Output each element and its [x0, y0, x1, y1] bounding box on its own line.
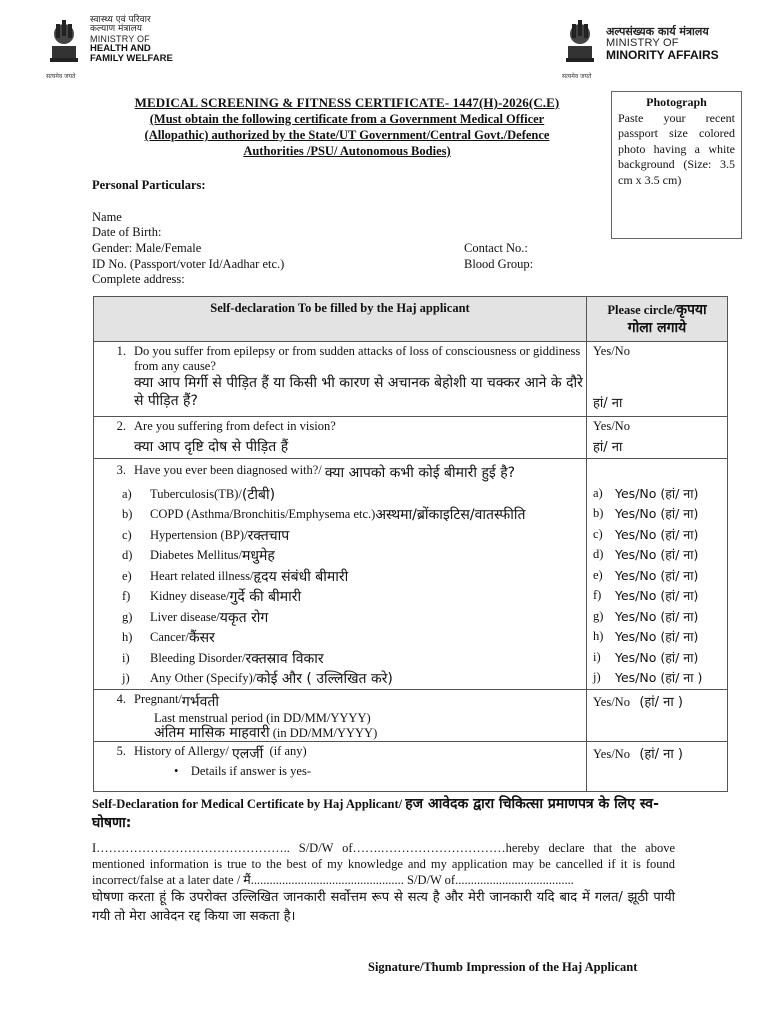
- item-label: Heart related illness/: [150, 568, 254, 583]
- table-row: [94, 417, 728, 459]
- ministry-line3: FAMILY WELFARE: [90, 53, 173, 65]
- item-label: Diabetes Mellitus/: [150, 548, 242, 563]
- item-answer[interactable]: [593, 504, 727, 525]
- declaration-hindi: घोषणा करता हूं कि उपरोक्त उल्लिखित जानकारी सर्वोत्तम रूप से सत्य है और मेरी जानकारी यदि बाद में गलत/ झूठी पायी गयी तो मेरा आवेदन रद्द किया जा सकता है।: [92, 890, 675, 924]
- question-text-hindi: क्या आपको कभी कोई बीमारी हुई है?: [324, 465, 516, 481]
- answer-en[interactable]: Yes/No: [593, 419, 630, 433]
- table-header-row: [94, 297, 728, 342]
- table-header-left: Self-declaration To be filled by the Haj applicant: [94, 297, 587, 342]
- answer-en[interactable]: Yes/No: [593, 747, 630, 761]
- item-answer[interactable]: [593, 668, 727, 689]
- id-field[interactable]: ID No. (Passport/voter Id/Aadhar etc.): [92, 257, 285, 271]
- item-label: COPD (Asthma/Bronchitis/Emphysema etc.): [150, 507, 376, 522]
- blood-group-field[interactable]: Blood Group:: [464, 257, 534, 271]
- item-answer-options[interactable]: Yes/No (हां/ ना): [615, 526, 699, 542]
- disease-list: [102, 484, 586, 689]
- question-text: Pregnant/: [134, 692, 182, 706]
- table-row: [94, 459, 728, 690]
- question-2: [94, 417, 587, 459]
- question-text-hindi: गर्भवती: [181, 694, 220, 710]
- allergy-details-label: Details if answer is yes-: [190, 764, 311, 778]
- emblem-motto: सत्यमेव जयते: [562, 73, 592, 80]
- question-text: Have you ever been diagnosed with?/: [134, 463, 322, 477]
- item-label-hindi: कोई और ( उल्लिखित करे): [256, 671, 393, 688]
- ministry-health-header: [44, 16, 173, 72]
- header-circle-en: Please circle/: [607, 303, 677, 317]
- question-text: Are you suffering from defect in vision?: [134, 419, 336, 433]
- item-answer-letter: g): [593, 608, 604, 623]
- dob-field[interactable]: Date of Birth:: [92, 225, 162, 239]
- list-item: [102, 648, 586, 669]
- photo-box[interactable]: [611, 91, 742, 239]
- list-item: [102, 628, 586, 649]
- item-label: Tuberculosis(TB)/: [150, 486, 242, 501]
- item-label: Hypertension (BP)/: [150, 527, 248, 542]
- lmp-label[interactable]: Last menstrual period (in DD/MM/YYYY): [154, 711, 371, 725]
- item-answer-options[interactable]: Yes/No (हां/ ना): [615, 485, 699, 501]
- question-text-hindi: क्या आप दृष्टि दोष से पीड़ित हैं: [134, 439, 289, 455]
- answer-hi[interactable]: हां/ ना: [593, 396, 623, 411]
- item-answer[interactable]: [593, 524, 727, 545]
- list-item: [102, 587, 586, 608]
- lmp-label-hindi: अंतिम मासिक माहवारी: [154, 725, 270, 741]
- item-letter: i): [122, 650, 130, 665]
- item-answer-letter: d): [593, 547, 604, 562]
- item-answer-options[interactable]: Yes/No (हां/ ना): [615, 649, 699, 665]
- answer-1[interactable]: [587, 342, 728, 417]
- list-item: [102, 505, 586, 526]
- ministry-minority-header: [560, 16, 719, 72]
- item-answer-options[interactable]: Yes/No (हां/ ना): [615, 506, 699, 522]
- question-suffix: (if any): [269, 744, 307, 758]
- question-text-hindi: एलर्जी: [232, 746, 264, 762]
- table-row: [94, 742, 728, 792]
- item-label-hindi: (टीबी): [241, 486, 276, 503]
- header-circle-hi1: कृपया: [676, 302, 707, 318]
- ministry-line1: MINISTRY OF: [90, 33, 150, 44]
- item-label-hindi: यकृत रोग: [219, 609, 269, 626]
- table-header-right: [587, 297, 728, 342]
- item-answer[interactable]: [593, 586, 727, 607]
- item-letter: h): [122, 630, 133, 645]
- item-answer-letter: f): [593, 588, 602, 603]
- ministry-line2: MINORITY AFFAIRS: [606, 48, 719, 63]
- question-number: 2.: [116, 419, 126, 433]
- answer-hi[interactable]: हां/ ना: [593, 440, 623, 455]
- item-answer-letter: j): [593, 670, 601, 685]
- list-item: [102, 484, 586, 505]
- self-heading-hi: हज आवेदक द्वारा चिकित्सा प्रमाणपत्र के लिए स्व-घोषणा:: [92, 796, 659, 831]
- answer-en[interactable]: Yes/No: [593, 695, 630, 709]
- item-answer-letter: i): [593, 649, 601, 664]
- national-emblem-icon: [44, 16, 84, 72]
- personal-particulars-heading: [92, 178, 206, 193]
- item-answer[interactable]: [593, 647, 727, 668]
- question-number: 4.: [116, 692, 126, 706]
- emblem-motto: सत्यमेव जयते: [46, 73, 76, 80]
- ministry-line1: MINISTRY OF: [606, 36, 679, 49]
- item-label-hindi: रक्तस्राव विकार: [245, 650, 324, 667]
- item-label: Kidney disease/: [150, 589, 230, 604]
- bullet-icon: •: [174, 764, 179, 778]
- item-label: Liver disease/: [150, 609, 220, 624]
- list-item: [102, 607, 586, 628]
- item-letter: f): [122, 589, 131, 604]
- item-label-hindi: कैंसर: [188, 630, 215, 647]
- ministry-line2: HEALTH AND: [90, 43, 151, 55]
- title-main: MEDICAL SCREENING & FITNESS CERTIFICATE- 1447(H)-2026(C.E): [134, 95, 560, 110]
- item-answer-options[interactable]: Yes/No (हां/ ना): [615, 608, 699, 624]
- item-label: Bleeding Disorder/: [150, 650, 246, 665]
- item-letter: d): [122, 548, 133, 563]
- personal-heading: Personal Particulars:: [92, 178, 206, 192]
- item-letter: e): [122, 568, 132, 583]
- gender-field[interactable]: Gender: Male/Female: [92, 241, 202, 255]
- answer-en[interactable]: Yes/No: [593, 344, 630, 358]
- address-field[interactable]: Complete address:: [92, 272, 185, 286]
- self-declaration-table: [93, 296, 728, 792]
- item-letter: b): [122, 507, 133, 522]
- question-number: 5.: [116, 744, 126, 758]
- question-3: [94, 459, 587, 690]
- national-emblem-icon: [560, 16, 600, 72]
- item-label: Cancer/: [150, 630, 189, 645]
- item-answer-options[interactable]: Yes/No (हां/ ना): [615, 588, 699, 604]
- contact-field[interactable]: Contact No.:: [464, 241, 528, 255]
- item-label-hindi: मधुमेह: [242, 548, 275, 565]
- item-label-hindi: हृदय संबंधी बीमारी: [253, 568, 349, 585]
- item-answer-letter: c): [593, 526, 603, 541]
- answer-3: [587, 459, 728, 690]
- disease-answers: [593, 483, 727, 688]
- declaration-line1[interactable]: I……………………………………….. S/D/W of…….…………………………hereby declare that the above mentioned information is true to the best of my knowledge and my application may be cancelled if it is found incorrect/false at a later date / मैं: [92, 841, 675, 887]
- declaration-line1-tail[interactable]: ................................................. S/D/W of......................................: [250, 873, 574, 887]
- item-answer-options[interactable]: Yes/No (हां/ ना ): [615, 670, 703, 686]
- answer-hi[interactable]: (हां/ ना ): [639, 747, 683, 762]
- item-letter: g): [122, 609, 133, 624]
- question-number: 3.: [116, 463, 126, 477]
- answer-5[interactable]: [587, 742, 728, 792]
- ministry-hindi: स्वास्थ्य एवं परिवार कल्याण मंत्रालय: [90, 15, 151, 35]
- self-declaration-heading: [92, 795, 692, 833]
- table-row: [94, 690, 728, 742]
- title-sub3: Authorities /PSU/ Autonomous Bodies): [243, 144, 451, 158]
- ministry-hindi: अल्पसंख्यक कार्य मंत्रालय: [606, 25, 709, 38]
- item-answer-letter: b): [593, 506, 604, 521]
- item-letter: a): [122, 486, 132, 501]
- question-number: 1.: [116, 344, 126, 358]
- item-answer[interactable]: [593, 545, 727, 566]
- question-text-hindi: क्या आप मिर्गी से पीड़ित हैं या किसी भी कारण से अचानक बेहोशी या चक्कर आने के दौरे से पीड़ित हैं?: [134, 375, 583, 409]
- photo-title: Photograph: [646, 95, 707, 109]
- item-label-hindi: रक्तचाप: [247, 527, 290, 544]
- item-answer-letter: h): [593, 629, 604, 644]
- question-text: Do you suffer from epilepsy or from sudden attacks of loss of consciousness or giddiness from any cause?: [134, 344, 581, 373]
- self-heading-en: Self-Declaration for Medical Certificate by Haj Applicant/: [92, 797, 403, 811]
- item-answer[interactable]: [593, 565, 727, 586]
- title-sub1: (Must obtain the following certificate from a Government Medical Officer: [149, 112, 545, 126]
- question-5: [94, 742, 587, 792]
- signature-label[interactable]: Signature/Thumb Impression of the Haj Applicant: [368, 960, 638, 974]
- name-field[interactable]: Name: [92, 210, 122, 224]
- item-label-hindi: गुर्दे की बीमारी: [229, 589, 302, 606]
- question-1: [94, 342, 587, 417]
- question-text: History of Allergy/: [134, 744, 229, 758]
- item-answer-options[interactable]: Yes/No (हां/ ना): [615, 547, 699, 563]
- photo-instructions: Paste your recent passport size colored photo having a white background (Size: 3.5 cm x 3.5 cm): [618, 110, 735, 187]
- certificate-title: [92, 95, 602, 159]
- answer-hi[interactable]: (हां/ ना ): [639, 695, 683, 710]
- item-letter: j): [122, 671, 130, 686]
- item-label: Any Other (Specify)/: [150, 671, 257, 686]
- list-item: [102, 546, 586, 567]
- question-4: [94, 690, 587, 742]
- header-circle-hi2: गोला लगाये: [627, 320, 687, 336]
- item-answer-letter: a): [593, 485, 603, 500]
- list-item: [102, 669, 586, 690]
- table-row: [94, 342, 728, 417]
- item-answer[interactable]: [593, 606, 727, 627]
- title-sub2: (Allopathic) authorized by the State/UT Government/Central Govt./Defence: [144, 128, 550, 142]
- list-item: [102, 525, 586, 546]
- item-answer-options[interactable]: Yes/No (हां/ ना): [615, 629, 699, 645]
- item-answer-options[interactable]: Yes/No (हां/ ना): [615, 567, 699, 583]
- allergy-details[interactable]: [102, 763, 586, 779]
- item-answer[interactable]: [593, 627, 727, 648]
- declaration-text: [92, 840, 675, 926]
- lmp-format: (in DD/MM/YYYY): [272, 726, 378, 740]
- item-label-hindi: अस्थमा/ब्रोंकाइटिस/वातस्फीति: [375, 507, 526, 524]
- item-letter: c): [122, 527, 132, 542]
- list-item: [102, 566, 586, 587]
- item-answer[interactable]: [593, 483, 727, 504]
- answer-2[interactable]: [587, 417, 728, 459]
- answer-4[interactable]: [587, 690, 728, 742]
- item-answer-letter: e): [593, 567, 603, 582]
